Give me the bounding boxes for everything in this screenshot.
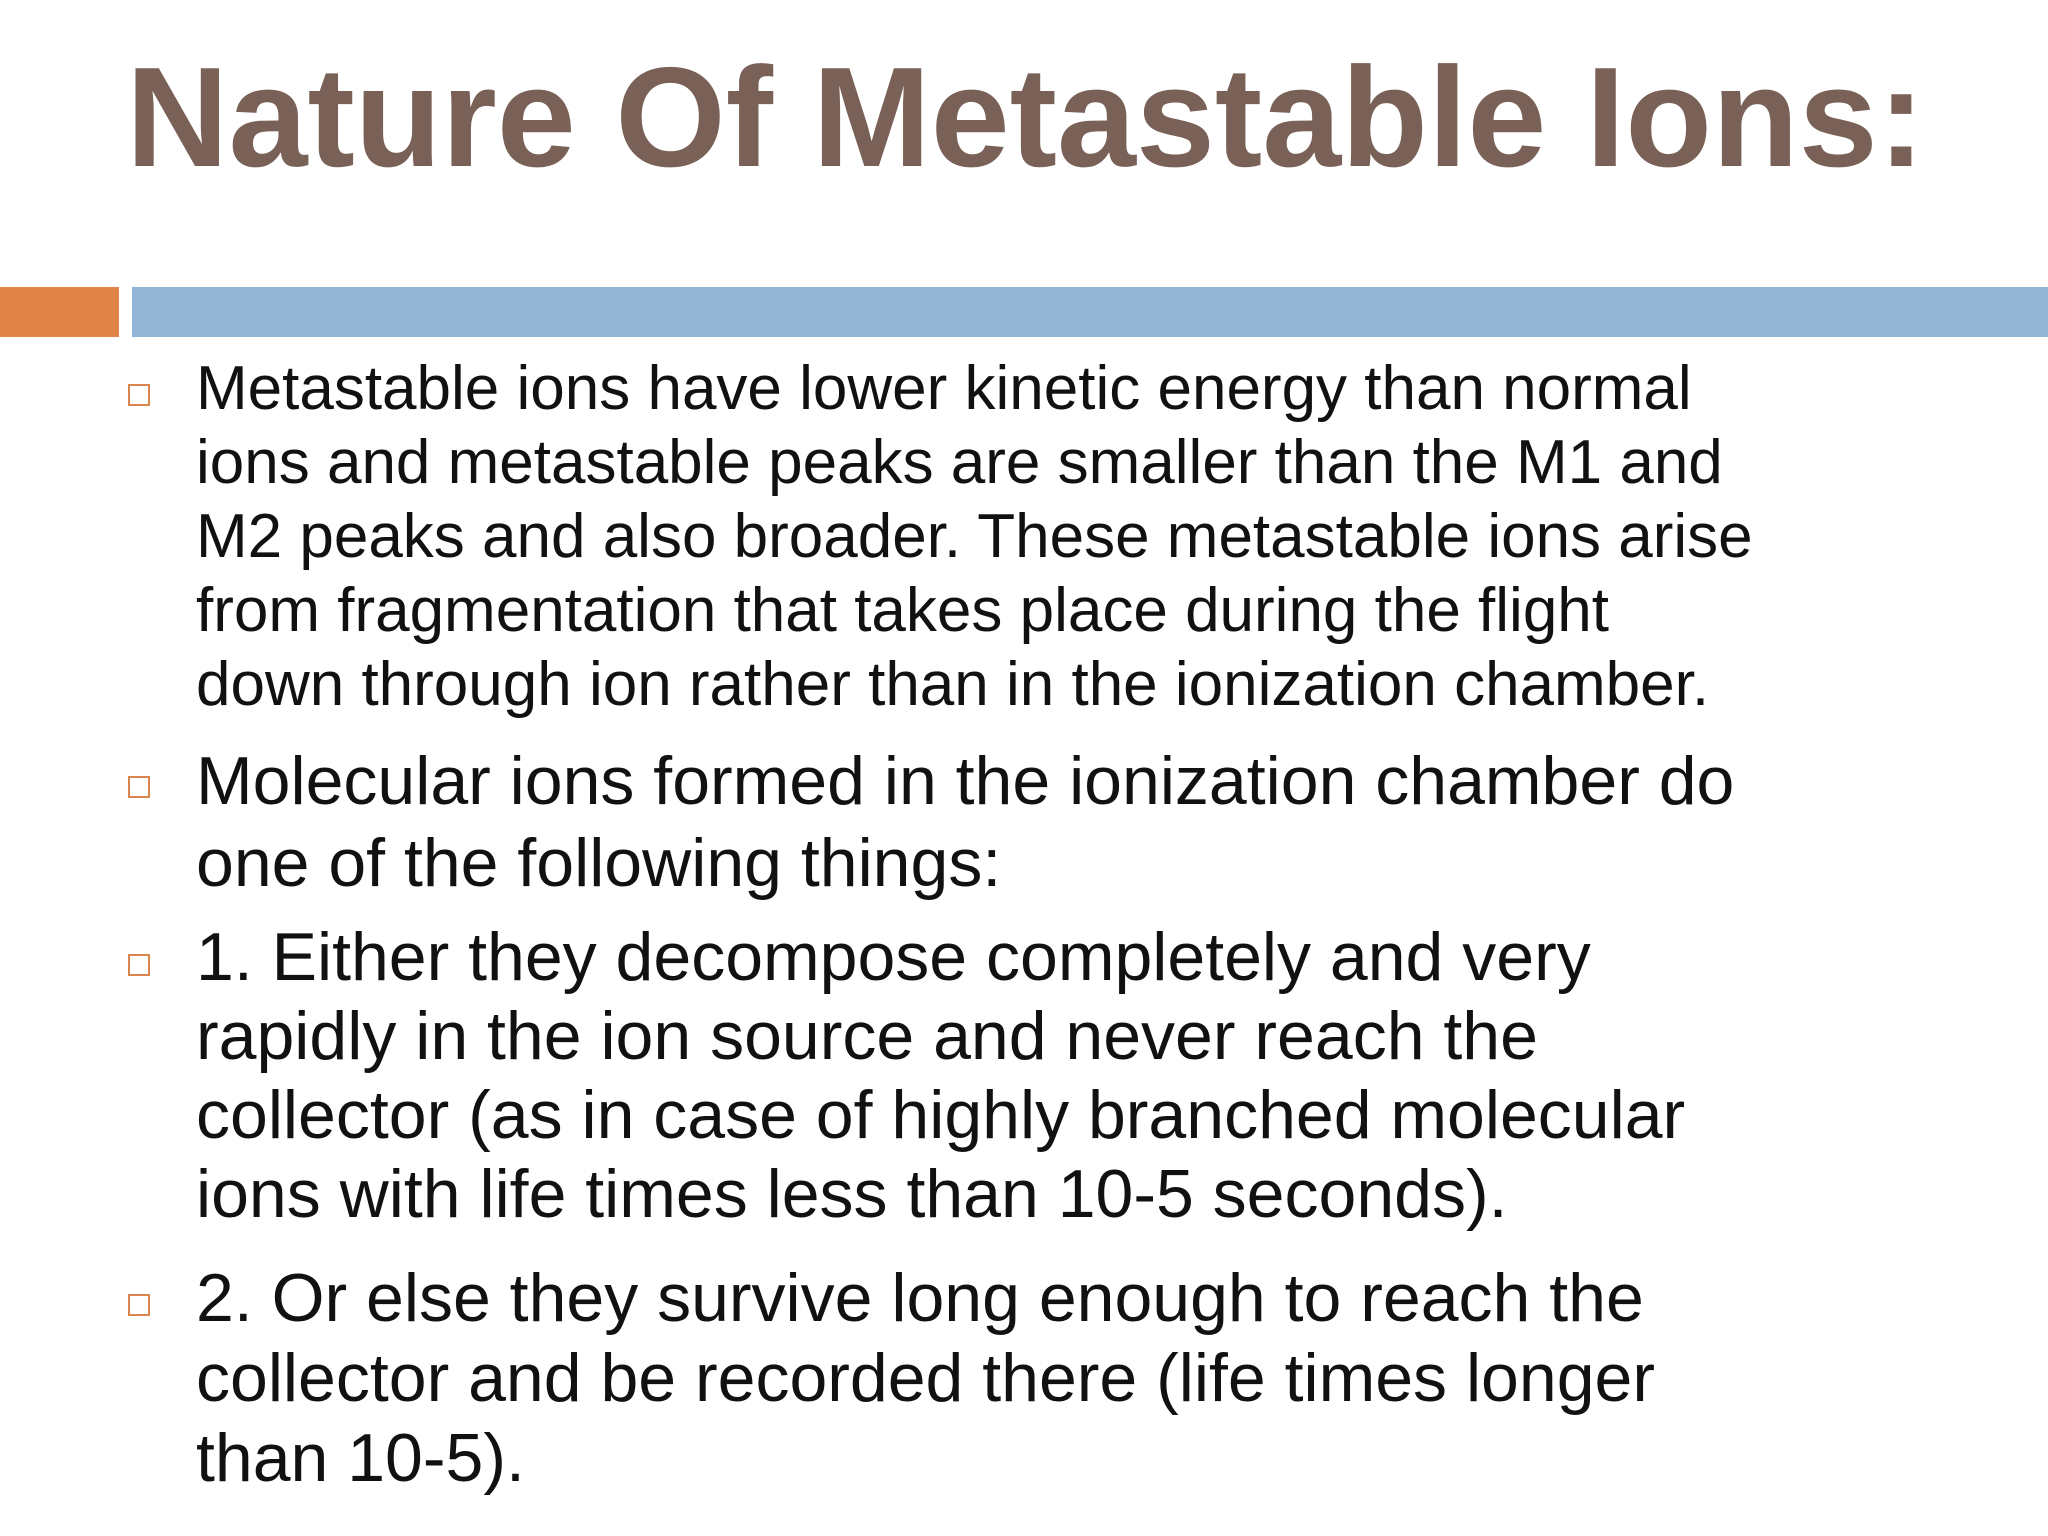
- bullet-line: collector and be recorded there (life times longer: [196, 1340, 1655, 1416]
- bullet-line: M2 peaks and also broader. These metastable ions arise: [196, 502, 1753, 571]
- bullet-line: than 10-5).: [196, 1420, 525, 1496]
- slide-title: Nature Of Metastable Ions:: [126, 38, 1925, 197]
- accent-bar-orange: [0, 287, 119, 337]
- bullet-line: ions and metastable peaks are smaller than the M1 and: [196, 428, 1723, 497]
- bullet-text: [196, 918, 1996, 1234]
- hollow-square-icon: [128, 1294, 150, 1316]
- bullet-text: [196, 1258, 1996, 1498]
- bullet-line: ions with life times less than 10-5 seconds).: [196, 1156, 1508, 1232]
- bullet-line: Metastable ions have lower kinetic energy than normal: [196, 354, 1692, 423]
- bullet-line: down through ion rather than in the ionization chamber.: [196, 650, 1710, 719]
- bullet-line: one of the following things:: [196, 825, 1002, 901]
- hollow-square-icon: [128, 776, 150, 798]
- bullet-line: collector (as in case of highly branched molecular: [196, 1077, 1686, 1153]
- bullet-line: 2. Or else they survive long enough to reach the: [196, 1260, 1644, 1336]
- bullet-line: 1. Either they decompose completely and very: [196, 919, 1591, 995]
- bullet-line: rapidly in the ion source and never reach the: [196, 998, 1538, 1074]
- bullet-line: from fragmentation that takes place during the flight: [196, 576, 1610, 645]
- bullet-text: [196, 352, 1996, 722]
- bullet-line: Molecular ions formed in the ionization chamber do: [196, 743, 1735, 819]
- bullet-text: [196, 740, 1996, 904]
- hollow-square-icon: [128, 954, 150, 976]
- accent-bar-blue: [132, 287, 2048, 337]
- hollow-square-icon: [128, 384, 150, 406]
